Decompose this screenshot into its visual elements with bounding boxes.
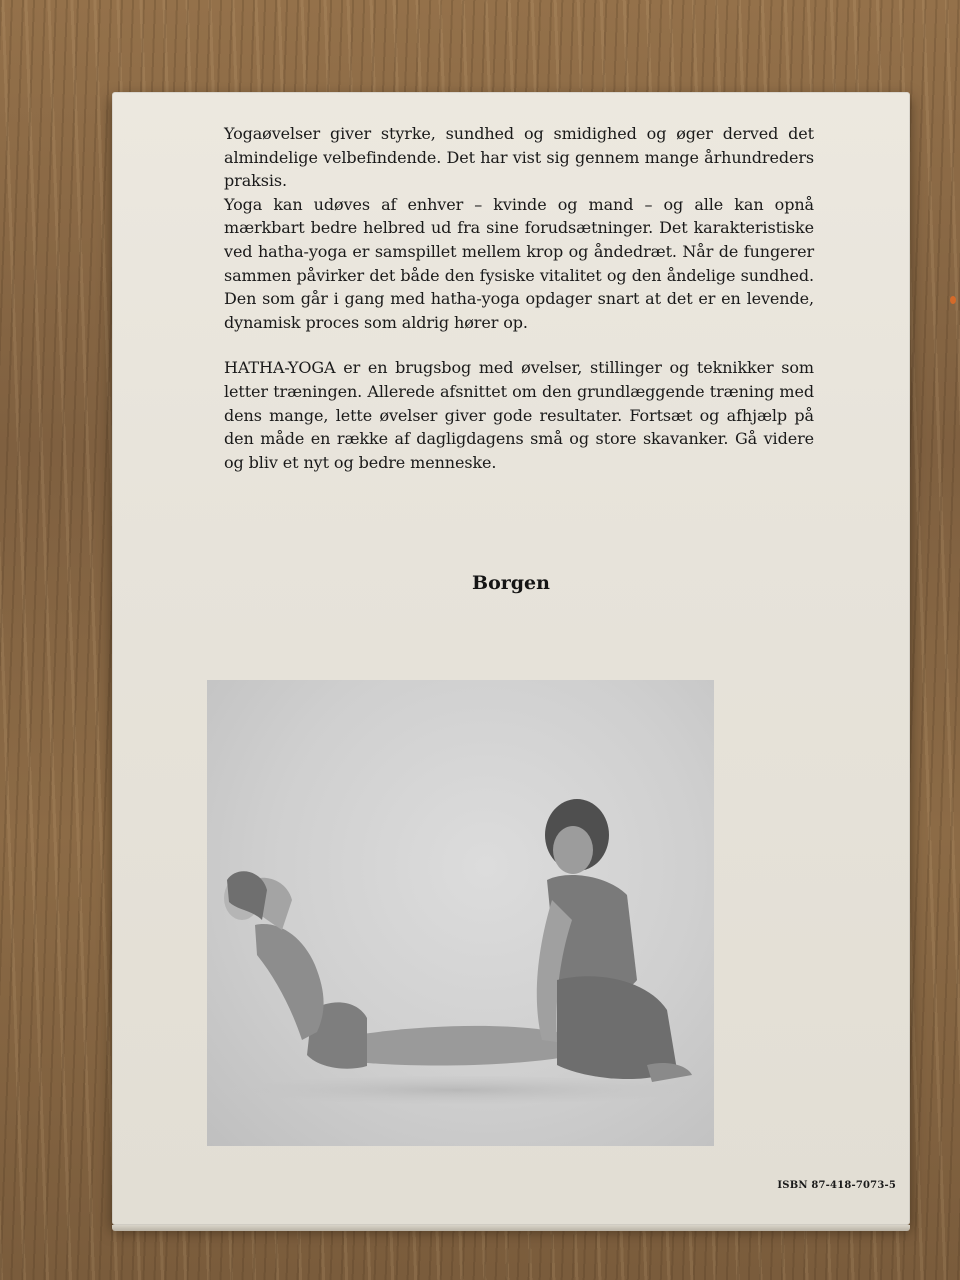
blurb-paragraph-2: HATHA-YOGA er en brugsbog med øvelser, stillinger og teknikker som letter træningen. Allerede afsnittet om den grundlæggende træning med dens mange, lette øvelser giver gode resultater. Fortsæt og afhjælp på den måde en række af dagligdagens små og store skavanker. Gå videre og bliv et nyt og bedre menneske. (224, 358, 814, 472)
book-back-cover (112, 92, 910, 1225)
yoga-photo-illustration (207, 680, 714, 1146)
kneeling-instructor-figure (537, 799, 692, 1082)
floor-shadow (227, 1076, 687, 1104)
isbn-label: ISBN 87-418-7073-5 (777, 1180, 896, 1191)
cobra-pose-figure (224, 871, 559, 1068)
cover-blurb (224, 122, 814, 474)
book-page-edge (112, 1225, 910, 1231)
publisher-name: Borgen (472, 572, 550, 594)
orange-speck (950, 296, 956, 304)
blurb-paragraph-1b: Yoga kan udøves af enhver – kvinde og mand – og alle kan opnå mærkbart bedre helbred ud fra sine forudsætninger. Det karakteristiske ved hatha-yoga er samspillet mellem krop og åndedræt. Når de fungerer sammen påvirker det både den fysiske vitalitet og den åndelige sundhed. Den som går i gang med hatha-yoga opdager snart at det er en levende, dynamisk proces som aldrig hører op. (224, 194, 814, 332)
blurb-paragraph-1a: Yogaøvelser giver styrke, sundhed og smidighed og øger derved det almindelige velbefindende. Det har vist sig gennem mange århundreders praksis. (224, 124, 814, 191)
yoga-photo (207, 680, 714, 1146)
